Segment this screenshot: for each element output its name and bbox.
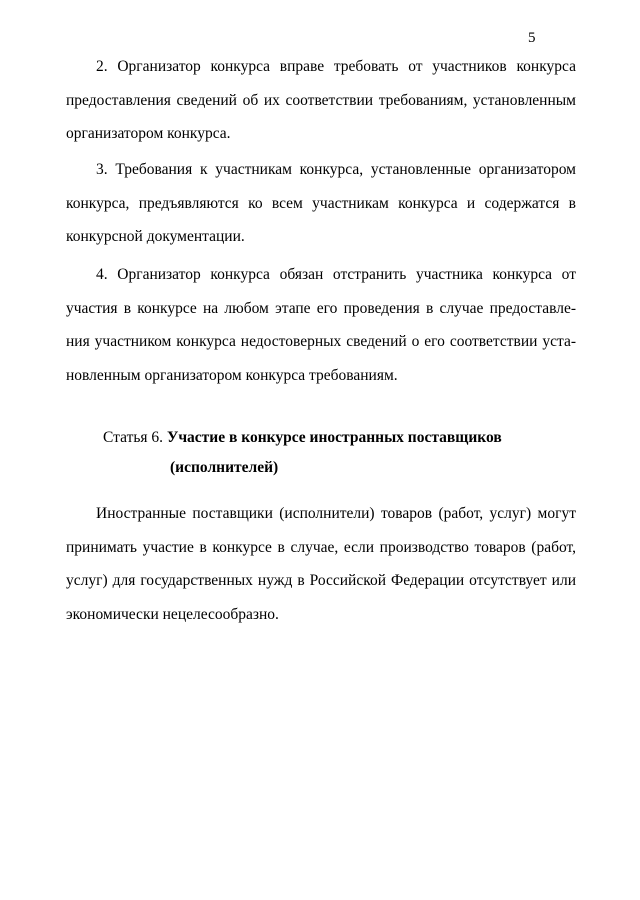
text-line: 3. Требования к участникам конкурса, установленные организатором bbox=[96, 161, 576, 178]
paragraph-4 bbox=[66, 258, 576, 392]
article-title: Участие в конкурсе иностранных поставщиков bbox=[166, 429, 502, 446]
text-line: услуг) для государственных нужд в Российской Федерации отсутствует или bbox=[66, 572, 576, 589]
text-line: конкурсной документации. bbox=[66, 228, 245, 245]
text-line: Иностранные поставщики (исполнители) товаров (работ, услуг) могут bbox=[96, 505, 576, 522]
page-number: 5 bbox=[528, 30, 536, 46]
text-line: принимать участие в конкурсе в случае, если производство товаров (работ, bbox=[66, 538, 576, 556]
text-line: организатором конкурса. bbox=[66, 125, 231, 142]
text-line: экономически нецелесообразно. bbox=[66, 605, 279, 623]
text-line: 4. Организатор конкурса обязан отстранить участника конкурса от bbox=[96, 266, 576, 283]
article-6-heading bbox=[103, 423, 502, 483]
text-line: участия в конкурсе на любом этапе его проведения в случае предоставле- bbox=[66, 299, 576, 317]
article-title-continued: (исполнителей) bbox=[170, 459, 279, 476]
text-line: 2. Организатор конкурса вправе требовать от участников конкурса bbox=[96, 58, 576, 75]
text-line: ния участником конкурса недостоверных сведений о его соответствии уста- bbox=[66, 333, 576, 350]
article-6-body bbox=[66, 497, 576, 631]
text-line: предоставления сведений об их соответствии требованиям, установленным bbox=[66, 91, 576, 109]
text-line: новленным организатором конкурса требованиям. bbox=[66, 366, 398, 384]
paragraph-3 bbox=[66, 153, 576, 254]
paragraph-2 bbox=[66, 50, 576, 151]
article-label: Статья 6. bbox=[103, 429, 164, 446]
text-line: конкурса, предъявляются ко всем участникам конкурса и содержатся в bbox=[66, 194, 576, 212]
